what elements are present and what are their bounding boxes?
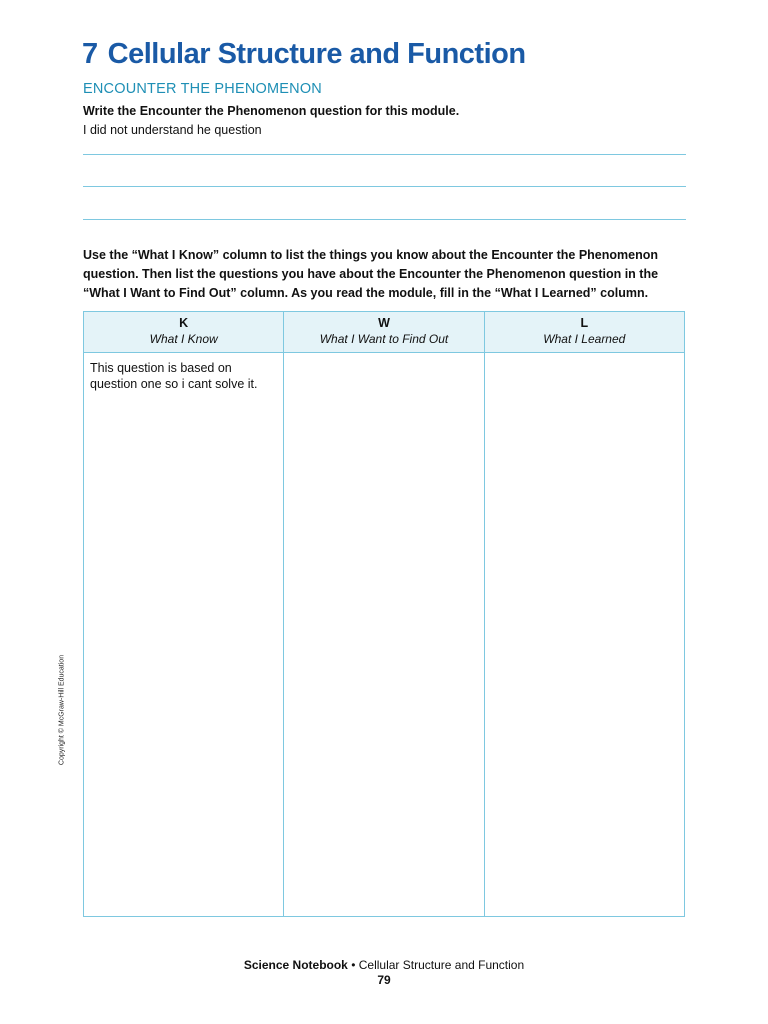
kwl-header-learned (485, 312, 684, 353)
answer-line-2[interactable] (83, 186, 686, 187)
kwl-cell-learned[interactable] (485, 353, 684, 916)
question-prompt: Write the Encounter the Phenomenon question for this module. (83, 104, 460, 118)
footer-book: Science Notebook (243, 958, 348, 972)
kwl-header-want (284, 312, 483, 353)
kwl-subtitle-want: What I Want to Find Out (319, 332, 449, 346)
kwl-header-know (84, 312, 283, 353)
footer-chapter: Cellular Structure and Function (358, 958, 525, 972)
page-number: 79 (377, 973, 391, 987)
kwl-column-know (84, 312, 283, 916)
kwl-subtitle-learned: What I Learned (543, 332, 626, 346)
answer-line-1[interactable] (83, 154, 686, 155)
kwl-cell-know[interactable]: This question is based on question one so i cant solve it. (90, 361, 258, 391)
page-title (82, 38, 526, 71)
copyright-notice: Copyright © McGraw-Hill Education (58, 654, 66, 766)
kwl-table (83, 311, 685, 917)
kwl-column-learned (484, 312, 684, 916)
section-heading: ENCOUNTER THE PHENOMENON (83, 81, 322, 97)
question-answer[interactable]: I did not understand he question (83, 123, 262, 137)
footer-separator: • (347, 958, 359, 972)
kwl-subtitle-know: What I Know (149, 332, 218, 346)
kwl-letter-w: W (378, 316, 390, 330)
kwl-letter-l: L (580, 316, 589, 330)
answer-line-3[interactable] (83, 219, 686, 220)
kwl-letter-k: K (179, 316, 189, 330)
kwl-cell-want[interactable] (284, 353, 483, 916)
module-number: 7 (82, 38, 98, 70)
page-footer (0, 958, 768, 972)
module-title: Cellular Structure and Function (107, 38, 526, 70)
kwl-column-want (283, 312, 483, 916)
kwl-instructions: Use the “What I Know” column to list the things you know about the Encounter the Phenomenon question. Then list the questions you have about the Encounter the Phenomenon question in the “What I Want to Find Out” column. As you read the module, fill in the “What I Learned” column. (83, 248, 659, 300)
